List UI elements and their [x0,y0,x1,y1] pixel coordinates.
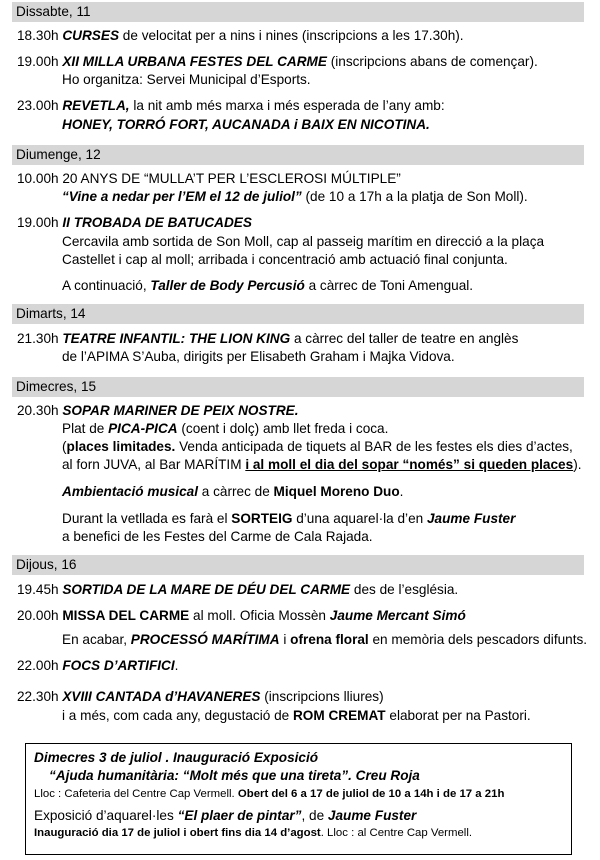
event-bands: HONEY, TORRÓ FORT, AUCANADA i BAIX EN NICOTINA. [62,117,430,132]
event-milla-urbana [17,53,538,71]
event-teatre [17,330,518,348]
text: al forn JUVA, al Bar MARÍTIM [62,457,246,472]
text: Venda anticipada de tiquets al BAR de les festes els dies d’actes, [175,439,573,454]
event-havaneres [17,688,384,706]
text: En acabar, [62,632,131,647]
event-batucades-line2: Cercavila amb sortida de Son Moll, cap al passeig marítim en direcció a la plaça [62,234,545,249]
text: Lloc : Cafeteria del Centre Cap Vermell. [34,788,238,800]
event-celebrant: Jaume Mercant Simó [329,608,466,623]
event-batucades-line3: Castellet i cap al moll; arribada i concentració amb actuació final conjunta. [62,252,508,267]
event-sortida [17,581,458,599]
text-bold: Ambientació musical [62,484,198,499]
day-header-sunday: Diumenge, 12 [12,145,584,165]
event-title: REVETLA, [62,98,130,113]
event-title: XVIII CANTADA d’HAVANERES [62,689,261,704]
exhibition-box [25,743,572,855]
event-time: 23.00h [17,98,59,113]
event-text: (inscripcions lliures) [260,689,384,704]
event-sopar-line4 [62,456,582,474]
event-text: A continuació, [62,278,151,293]
event-title: Taller de Body Percusió [150,278,305,293]
event-time: 10.00h [17,171,59,186]
exhibition-title: Dimecres 3 de juliol . Inauguració Exposició [34,750,319,765]
event-processo [62,631,587,649]
text: en memòria dels pescadors difunts. [368,632,588,647]
text: (coent i dolç) amb llet freda i coca. [177,421,389,436]
text-bold: Obert del 6 a 17 de juliol de 10 a 14h i de 17 a 21h [237,788,505,800]
text-bold: PROCESSÓ MARÍTIMA [130,632,280,647]
event-missa [17,607,466,625]
event-text: a càrrec del taller de teatre en anglès [290,331,519,346]
event-time: 20.30h [17,403,59,418]
event-organizer: Ho organitza: Servei Municipal d’Esports. [62,72,311,87]
event-sorteig-line2: a benefici de les Festes del Carme de Cala Rajada. [62,529,373,544]
event-teatre-line2: de l’APIMA S’Auba, dirigits per Elisabeth Graham i Majka Vidova. [62,349,455,364]
event-time: 19.00h [17,54,59,69]
event-time: 20.00h [17,608,59,623]
text: . Lloc : al Centre Cap Vermell. [320,827,473,839]
event-text: (inscripcions abans de començar). [326,54,538,69]
text-bold: Creu Roja [355,768,420,783]
exhibition-location-2 [34,825,472,841]
event-sorteig [62,510,515,528]
event-mullat [17,170,401,188]
text: elaborat per na Pastori. [385,708,531,723]
text-bold: ofrena floral [290,632,369,647]
event-text: a càrrec de Toni Amengual. [304,278,474,293]
text-bold: Inauguració dia 17 de juliol i obert fins dia 14 d’agost [34,827,321,839]
text: Exposició d’aquarel·les [34,808,178,823]
exhibition-aquarelles [34,808,416,824]
text-bold-underlined: i al moll el dia del sopar “només” si queden places [245,457,574,472]
day-header-wednesday: Dimecres, 15 [12,377,584,397]
event-text: 20 ANYS DE “MULLA’T PER L’ESCLEROSI MÚLTIPLE” [58,171,401,186]
text: i a més, com cada any, degustació de [62,708,293,723]
event-curses [17,27,464,45]
day-header-thursday: Dijous, 16 [12,555,584,575]
event-time: 19.45h [17,582,59,597]
text: d’una aquarel·la d’en [292,511,427,526]
event-time: 19.00h [17,215,59,230]
event-text: de velocitat per a nins i nines (inscripcions a les 17.30h). [119,28,464,43]
text-bold: PICA-PICA [108,421,178,436]
event-mullat-detail [62,188,528,206]
event-text: al moll. Oficia Mossèn [189,608,330,623]
text: . [399,484,404,499]
text-bold: SORTEIG [231,511,293,526]
event-title: SOPAR MARINER DE PEIX NOSTRE. [62,403,299,418]
day-header-saturday: Dissabte, 11 [12,2,584,22]
exhibition-subtitle [49,768,420,784]
event-time: 18.30h [17,28,59,43]
event-title: CURSES [62,28,120,43]
event-sopar-line2 [62,420,388,438]
text-bold: Jaume Fuster [426,511,516,526]
text: ( [62,439,67,454]
event-title: SORTIDA DE LA MARE DE DÉU DEL CARME [62,582,351,597]
event-time: 22.00h [17,658,59,673]
event-slogan: “Vine a nedar per l’EM el 12 de juliol” [62,189,302,204]
event-revetla [17,97,445,115]
event-batucades [17,214,252,232]
text: Plat de [62,421,109,436]
event-text: (de 10 a 17h a la platja de Son Moll). [301,189,528,204]
event-title: MISSA DEL CARME [62,608,190,623]
event-focs [17,657,178,675]
event-text: la nit amb més marxa i més esperada de l’any amb: [129,98,445,113]
text: a càrrec de [197,484,274,499]
event-title: TEATRE INFANTIL: THE LION KING [62,331,291,346]
text: , de [301,808,328,823]
event-title: II TROBADA DE BATUCADES [62,215,252,230]
text-bold: ROM CREMAT [292,708,386,723]
text-bold: “Ajuda humanitària: “Molt més que una tireta”. [49,768,356,783]
event-body-percusio [62,277,473,295]
day-header-tuesday: Dimarts, 14 [12,304,584,324]
event-ambientacio [62,483,403,501]
text-bold: Jaume Fuster [327,808,417,823]
event-sopar-line3 [62,438,573,456]
event-text: des de l’església. [350,582,459,597]
event-havaneres-line2 [62,707,531,725]
text: Durant la vetllada es farà el [62,511,232,526]
event-sopar [17,402,299,420]
exhibition-location-1 [34,786,504,802]
event-time: 22.30h [17,689,59,704]
event-time: 21.30h [17,331,59,346]
text: i [279,632,291,647]
event-title: FOCS D’ARTIFICI [62,658,175,673]
text-bold: “El plaer de pintar” [177,808,302,823]
event-text: . [174,658,179,673]
text-bold: places limitades. [66,439,176,454]
text: ). [573,457,582,472]
text-bold: Miquel Moreno Duo [273,484,400,499]
event-title: XII MILLA URBANA FESTES DEL CARME [62,54,327,69]
